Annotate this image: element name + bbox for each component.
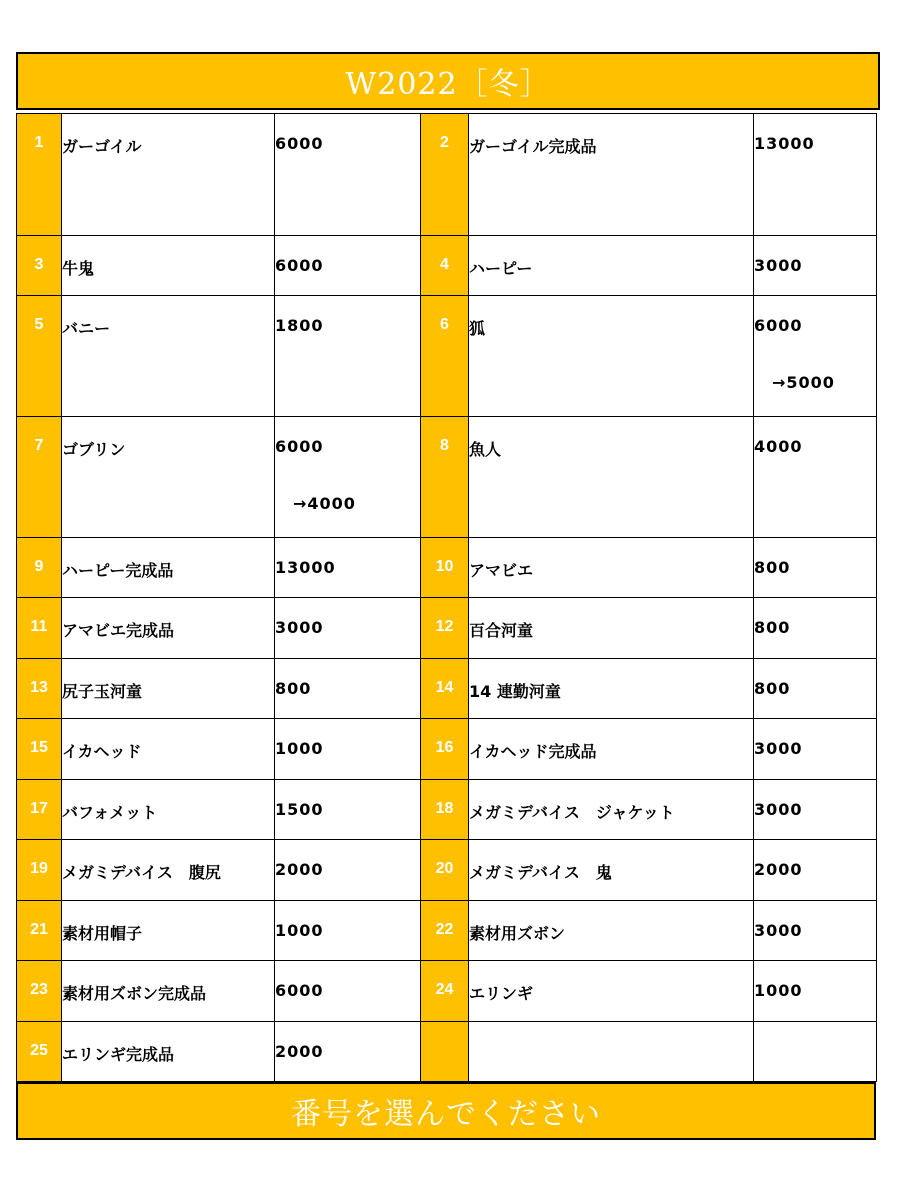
item-price (275, 780, 421, 840)
item-number: 25 (17, 1022, 62, 1082)
item-number: 23 (17, 961, 62, 1022)
table-row (17, 719, 877, 780)
item-price (275, 296, 421, 417)
item-number: 1 (17, 114, 62, 236)
item-price-value: 1000 (275, 739, 324, 758)
item-number: 17 (17, 780, 62, 840)
item-name: 狐 (469, 296, 754, 417)
empty-name-cell (469, 1022, 754, 1082)
item-number: 22 (421, 901, 469, 961)
item-name: 牛鬼 (62, 236, 275, 296)
item-price (754, 296, 877, 417)
item-number: 4 (421, 236, 469, 296)
item-number: 14 (421, 659, 469, 719)
table-row (17, 659, 877, 719)
item-price (754, 780, 877, 840)
item-number: 24 (421, 961, 469, 1022)
item-number: 15 (17, 719, 62, 780)
item-number: 7 (17, 417, 62, 538)
item-price-value: 1500 (275, 800, 324, 819)
item-number: 20 (421, 840, 469, 901)
item-price-value: 2000 (754, 860, 803, 879)
item-price-value: 4000 (754, 437, 803, 456)
item-price-value: 2000 (275, 1042, 324, 1061)
footer-instruction: 番号を選んでください (16, 1082, 876, 1140)
item-name: 百合河童 (469, 598, 754, 659)
item-number: 13 (17, 659, 62, 719)
item-discount-price: →4000 (293, 494, 356, 513)
item-number: 19 (17, 840, 62, 901)
item-number: 2 (421, 114, 469, 236)
item-price-value: 1800 (275, 316, 324, 335)
item-price-value: 6000 (275, 134, 324, 153)
table-row (17, 961, 877, 1022)
item-price-value: 6000 (275, 256, 324, 275)
item-price (754, 114, 877, 236)
item-price-value: 800 (754, 558, 791, 577)
item-name: バフォメット (62, 780, 275, 840)
item-price (754, 840, 877, 901)
item-price (275, 1022, 421, 1082)
item-name: ゴブリン (62, 417, 275, 538)
table-row (17, 1022, 877, 1082)
item-name: 素材用ズボン (469, 901, 754, 961)
item-price (275, 598, 421, 659)
item-price (275, 719, 421, 780)
item-name: イカヘッド (62, 719, 275, 780)
price-table (16, 113, 877, 1082)
empty-price-cell (754, 1022, 877, 1082)
item-number: 21 (17, 901, 62, 961)
item-price (754, 961, 877, 1022)
item-name: メガミデバイス 鬼 (469, 840, 754, 901)
item-number: 11 (17, 598, 62, 659)
item-price-value: 800 (754, 618, 791, 637)
table-row (17, 840, 877, 901)
item-name: エリンギ完成品 (62, 1022, 275, 1082)
item-price (754, 236, 877, 296)
empty-number-cell (421, 1022, 469, 1082)
item-name: メガミデバイス 腹尻 (62, 840, 275, 901)
item-price (275, 538, 421, 598)
item-price-value: 3000 (275, 618, 324, 637)
item-price (754, 538, 877, 598)
item-name: アマビエ (469, 538, 754, 598)
item-price (754, 417, 877, 538)
item-name: 素材用ズボン完成品 (62, 961, 275, 1022)
item-price-value: 3000 (754, 921, 803, 940)
table-row (17, 296, 877, 417)
item-name: アマビエ完成品 (62, 598, 275, 659)
item-number: 6 (421, 296, 469, 417)
item-price-value: 3000 (754, 739, 803, 758)
table-row (17, 114, 877, 236)
item-number: 5 (17, 296, 62, 417)
item-name: ハーピー完成品 (62, 538, 275, 598)
item-name: エリンギ (469, 961, 754, 1022)
item-price-value: 3000 (754, 256, 803, 275)
item-price (275, 840, 421, 901)
item-number: 12 (421, 598, 469, 659)
item-price-value: 1000 (275, 921, 324, 940)
item-price-value: 2000 (275, 860, 324, 879)
item-name: ハーピー (469, 236, 754, 296)
item-price-value: 800 (754, 679, 791, 698)
table-row (17, 598, 877, 659)
table-row (17, 236, 877, 296)
item-price-value: 6000 (275, 981, 324, 1000)
item-name: メガミデバイス ジャケット (469, 780, 754, 840)
item-price-value: 6000 (754, 316, 803, 335)
item-number: 18 (421, 780, 469, 840)
item-price (275, 417, 421, 538)
table-row (17, 417, 877, 538)
item-discount-price: →5000 (772, 373, 835, 392)
item-price (275, 901, 421, 961)
item-price (754, 598, 877, 659)
item-price-value: 13000 (754, 134, 815, 153)
item-price (275, 114, 421, 236)
table-row (17, 538, 877, 598)
item-name: 魚人 (469, 417, 754, 538)
item-name: ガーゴイル (62, 114, 275, 236)
item-number: 16 (421, 719, 469, 780)
item-name: 素材用帽子 (62, 901, 275, 961)
page-title: W2022［冬］ (16, 52, 880, 110)
item-price-value: 1000 (754, 981, 803, 1000)
item-price-value: 6000 (275, 437, 324, 456)
item-price (754, 719, 877, 780)
item-price-value: 13000 (275, 558, 336, 577)
table-row (17, 780, 877, 840)
table-row (17, 901, 877, 961)
item-price (275, 659, 421, 719)
item-number: 8 (421, 417, 469, 538)
item-name: バニー (62, 296, 275, 417)
item-name: イカヘッド完成品 (469, 719, 754, 780)
item-price (275, 236, 421, 296)
item-price (275, 961, 421, 1022)
item-price-value: 800 (275, 679, 312, 698)
item-number: 3 (17, 236, 62, 296)
item-name: 尻子玉河童 (62, 659, 275, 719)
item-number: 9 (17, 538, 62, 598)
item-price (754, 659, 877, 719)
item-number: 10 (421, 538, 469, 598)
item-price-value: 3000 (754, 800, 803, 819)
item-name: 14 連勤河童 (469, 659, 754, 719)
item-name: ガーゴイル完成品 (469, 114, 754, 236)
item-price (754, 901, 877, 961)
